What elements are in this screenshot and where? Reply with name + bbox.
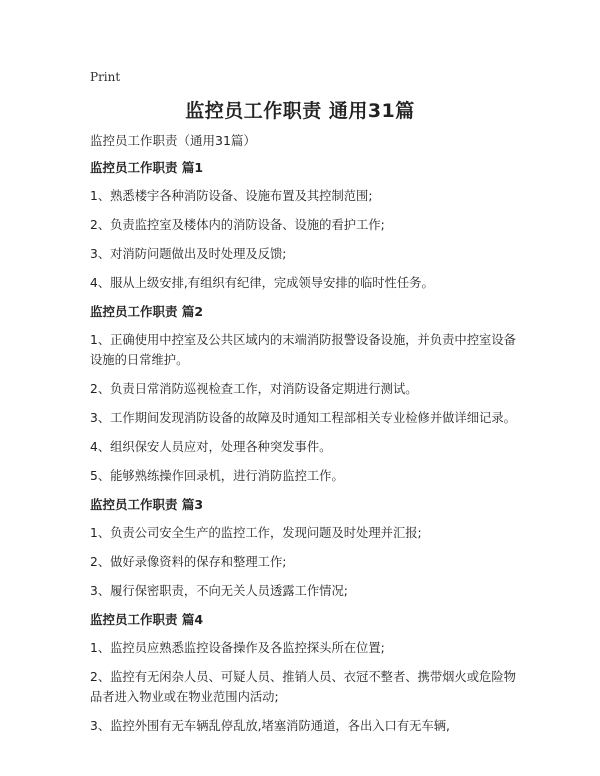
list-item: 4、服从上级安排,有组织有纪律，完成领导安排的临时性任务。 xyxy=(90,276,434,290)
section-2 xyxy=(90,302,520,486)
list-item: 3、工作期间发现消防设备的故障及时通知工程部相关专业检修并做详细记录。 xyxy=(90,411,516,425)
section-heading: 监控员工作职责 篇4 xyxy=(90,612,204,627)
list-item: 4、组织保安人员应对，处理各种突发事件。 xyxy=(90,440,332,454)
section-heading: 监控员工作职责 篇3 xyxy=(90,497,204,512)
list-item: 3、履行保密职责，不向无关人员透露工作情况; xyxy=(90,584,348,598)
document-title: 监控员工作职责 通用31篇 xyxy=(185,100,415,122)
list-item: 3、监控外围有无车辆乱停乱放,堵塞消防通道，各出入口有无车辆, xyxy=(90,719,450,733)
section-heading: 监控员工作职责 篇2 xyxy=(90,304,204,319)
list-item: 1、负责公司安全生产的监控工作，发现问题及时处理并汇报; xyxy=(90,526,422,540)
list-item: 1、熟悉楼宇各种消防设备、设施布置及其控制范围; xyxy=(90,189,373,203)
list-item: 3、对消防问题做出及时处理及反馈; xyxy=(90,247,287,261)
document-subtitle: 监控员工作职责（通用31篇） xyxy=(90,133,256,148)
section-3 xyxy=(90,495,520,601)
list-item: 2、负责监控室及楼体内的消防设备、设施的看护工作; xyxy=(90,218,385,232)
list-item: 1、正确使用中控室及公共区域内的末端消防报警设备设施，并负责中控室设备设施的日常维护。 xyxy=(90,333,516,367)
list-item: 2、监控有无闲杂人员、可疑人员、推销人员、衣冠不整者、携带烟火或危险物品者进入物业或在物业范围内活动; xyxy=(90,670,516,704)
section-4 xyxy=(90,610,520,736)
print-label: Print xyxy=(90,70,121,84)
list-item: 2、做好录像资料的保存和整理工作; xyxy=(90,555,287,569)
list-item: 5、能够熟练操作回录机，进行消防监控工作。 xyxy=(90,469,344,483)
list-item: 1、监控员应熟悉监控设备操作及各监控探头所在位置; xyxy=(90,641,385,655)
document-body xyxy=(90,131,520,745)
list-item: 2、负责日常消防巡视检查工作，对消防设备定期进行测试。 xyxy=(90,382,418,396)
section-heading: 监控员工作职责 篇1 xyxy=(90,160,204,175)
section-1 xyxy=(90,158,520,293)
